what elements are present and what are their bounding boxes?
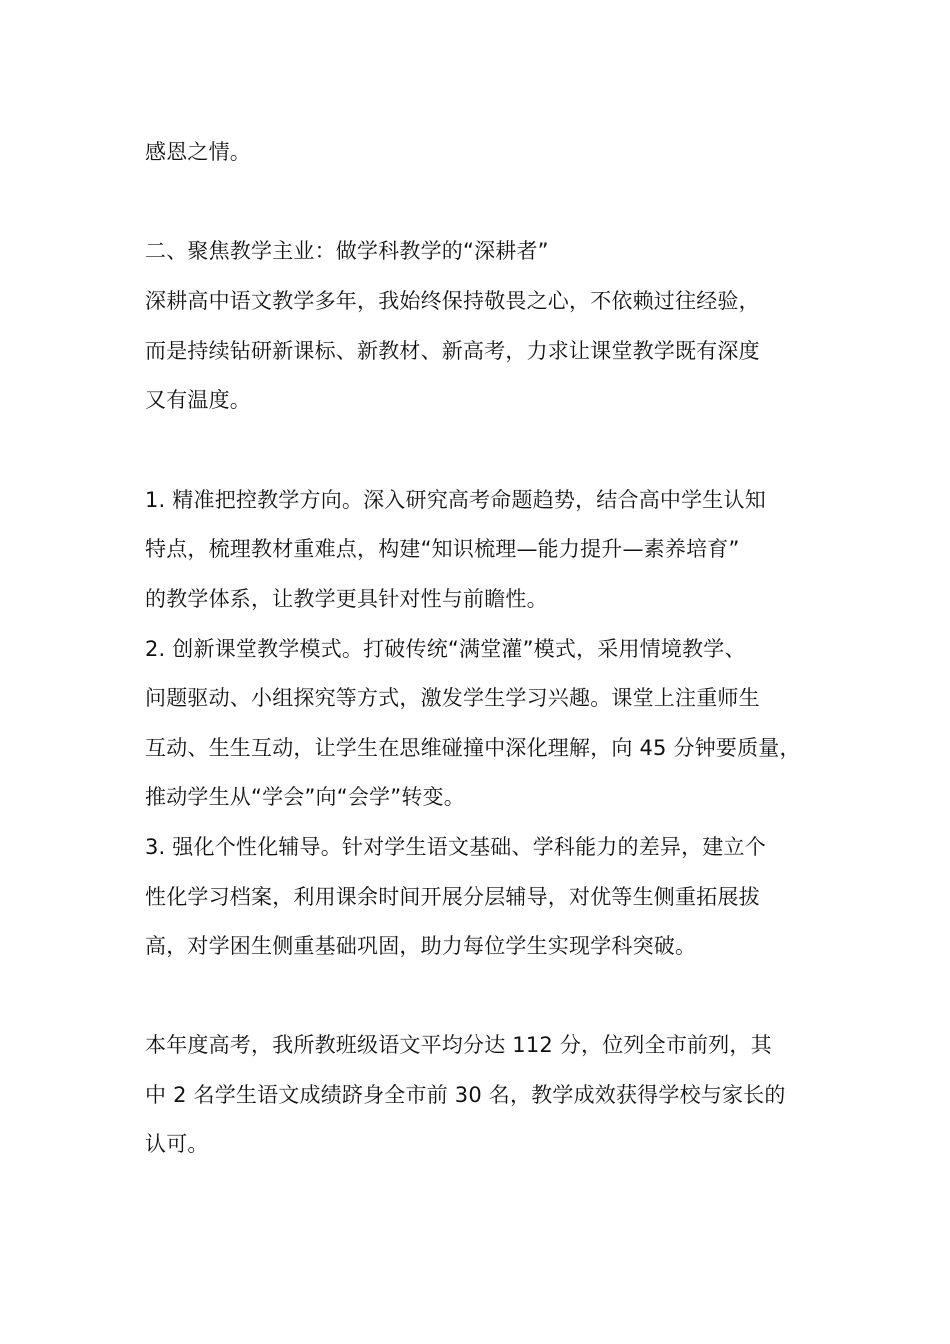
paragraph-line: 又有温度。 xyxy=(145,388,251,412)
list-item-3-line: 高，对学困生侧重基础巩固，助力每位学生实现学科突破。 xyxy=(145,934,697,958)
summary-line: 中 2 名学生语文成绩跻身全市前 30 名，教学成效获得学校与家长的 xyxy=(145,1083,786,1107)
summary-line: 本年度高考，我所教班级语文平均分达 112 分，位列全市前列，其 xyxy=(145,1033,772,1057)
list-item-3-line: 3. 强化个性化辅导。针对学生语文基础、学科能力的差异，建立个 xyxy=(145,835,766,859)
list-item-1-line: 1. 精准把控教学方向。深入研究高考命题趋势，结合高中学生认知 xyxy=(145,488,766,512)
list-item-1-line: 的教学体系，让教学更具针对性与前瞻性。 xyxy=(145,587,548,611)
list-item-2-line: 推动学生从“学会”向“会学”转变。 xyxy=(145,785,465,809)
list-item-2-line: 2. 创新课堂教学模式。打破传统“满堂灌”模式，采用情境教学、 xyxy=(145,637,746,661)
summary-line: 认可。 xyxy=(145,1132,209,1156)
paragraph-line: 深耕高中语文教学多年，我始终保持敬畏之心，不依赖过往经验， xyxy=(145,289,760,313)
list-item-2-line: 问题驱动、小组探究等方式，激发学生学习兴趣。课堂上注重师生 xyxy=(145,686,760,710)
section-heading: 二、聚焦教学主业：做学科教学的“深耕者” xyxy=(145,239,549,263)
list-item-1-line: 特点，梳理教材重难点，构建“知识梳理—能力提升—素养培育” xyxy=(145,537,740,561)
list-item-3-line: 性化学习档案，利用课余时间开展分层辅导，对优等生侧重拓展拔 xyxy=(145,885,760,909)
text-line-closing: 感恩之情。 xyxy=(145,140,251,164)
paragraph-line: 而是持续钻研新课标、新教材、新高考，力求让课堂教学既有深度 xyxy=(145,339,760,363)
list-item-2-line: 互动、生生互动，让学生在思维碰撞中深化理解，向 45 分钟要质量， xyxy=(145,736,801,760)
